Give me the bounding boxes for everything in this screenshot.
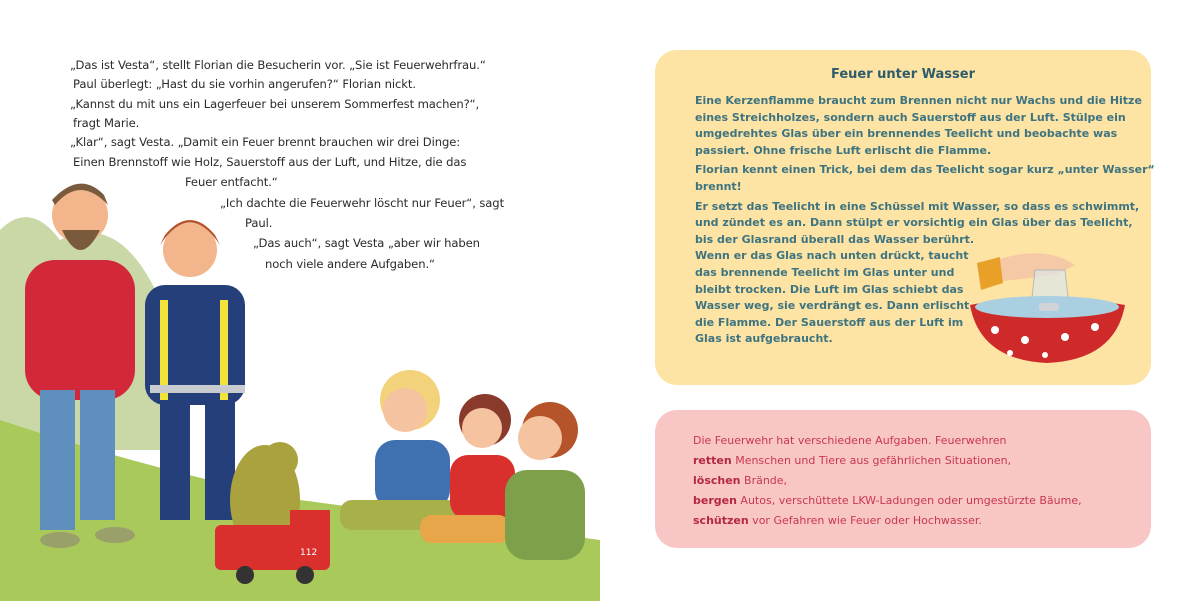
story-line: Paul überlegt: „Hast du sie vorhin angerufen?“ Florian nickt. <box>73 77 416 91</box>
truck-number: 112 <box>300 548 318 558</box>
story-line: „Klar“, sagt Vesta. „Damit ein Feuer brennt brauchen wir drei Dinge: <box>70 135 461 149</box>
infobox-text: Eine Kerzenflamme braucht zum Brennen nicht nur Wachs und die Hitze eines Streichholzes, sondern auch Sauerstoff aus der Luft. Stülpe ein umgedrehtes Glas über ein brennendes Teelicht und beobachte was passiert. Ohne frische Luft erlischt die Flamme. Florian kennt einen Trick, bei dem das Teelicht sogar kurz „unter Wasser“ brennt! Er setzt das Teelicht in eine Schüssel mit Wasser, so dass es schwimmt, und zündet es an. Dann stülpt er vorsichtig ein Glas über das Teelicht, bis der Glasrand überall das Wasser berührt. Wenn er das Glas nach unten drückt, taucht das brennende Teelicht im Glas unter und bleibt trocken. Die Luft im Glas schiebt das Wasser weg, sie verdrängt es. Dann erlischt die Flamme. Der Sauerstoff aus der Luft im Glas ist aufgebraucht. <box>695 94 1155 346</box>
story-line: noch viele andere Aufgaben.“ <box>265 257 435 271</box>
story-line: Einen Brennstoff wie Holz, Sauerstoff aus der Luft, und Hitze, die das <box>73 155 467 169</box>
story-line: fragt Marie. <box>73 116 140 130</box>
tasks-text: Die Feuerwehr hat verschiedene Aufgaben. Feuerwehren retten Menschen und Tiere aus gefährlichen Situationen, löschen Brände, bergen Autos, verschüttete LKW-Ladungen oder umgestürzte Bäume, schützen vor Gefahren wie Feuer oder Hochwasser. <box>693 434 1082 527</box>
story-line: „Das ist Vesta“, stellt Florian die Besucherin vor. „Sie ist Feuerwehrfrau.“ <box>70 58 486 72</box>
story-line: Paul. <box>245 216 273 230</box>
story-line: „Ich dachte die Feuerwehr löscht nur Feuer“, sagt <box>220 196 505 210</box>
firefighter-vesta <box>145 220 245 520</box>
fire-brigade-tasks-box <box>655 410 1151 548</box>
bowl-glass-illustration <box>965 245 1130 370</box>
firefighter-scene-illustration <box>0 170 600 601</box>
story-line: „Das auch“, sagt Vesta „aber wir haben <box>253 236 480 250</box>
infobox-title: Feuer unter Wasser <box>830 67 975 82</box>
sleeve <box>977 257 1003 290</box>
story-line: Feuer entfacht.“ <box>185 175 278 189</box>
story-line: „Kannst du mit uns ein Lagerfeuer bei unserem Sommerfest machen?“, <box>70 97 480 111</box>
